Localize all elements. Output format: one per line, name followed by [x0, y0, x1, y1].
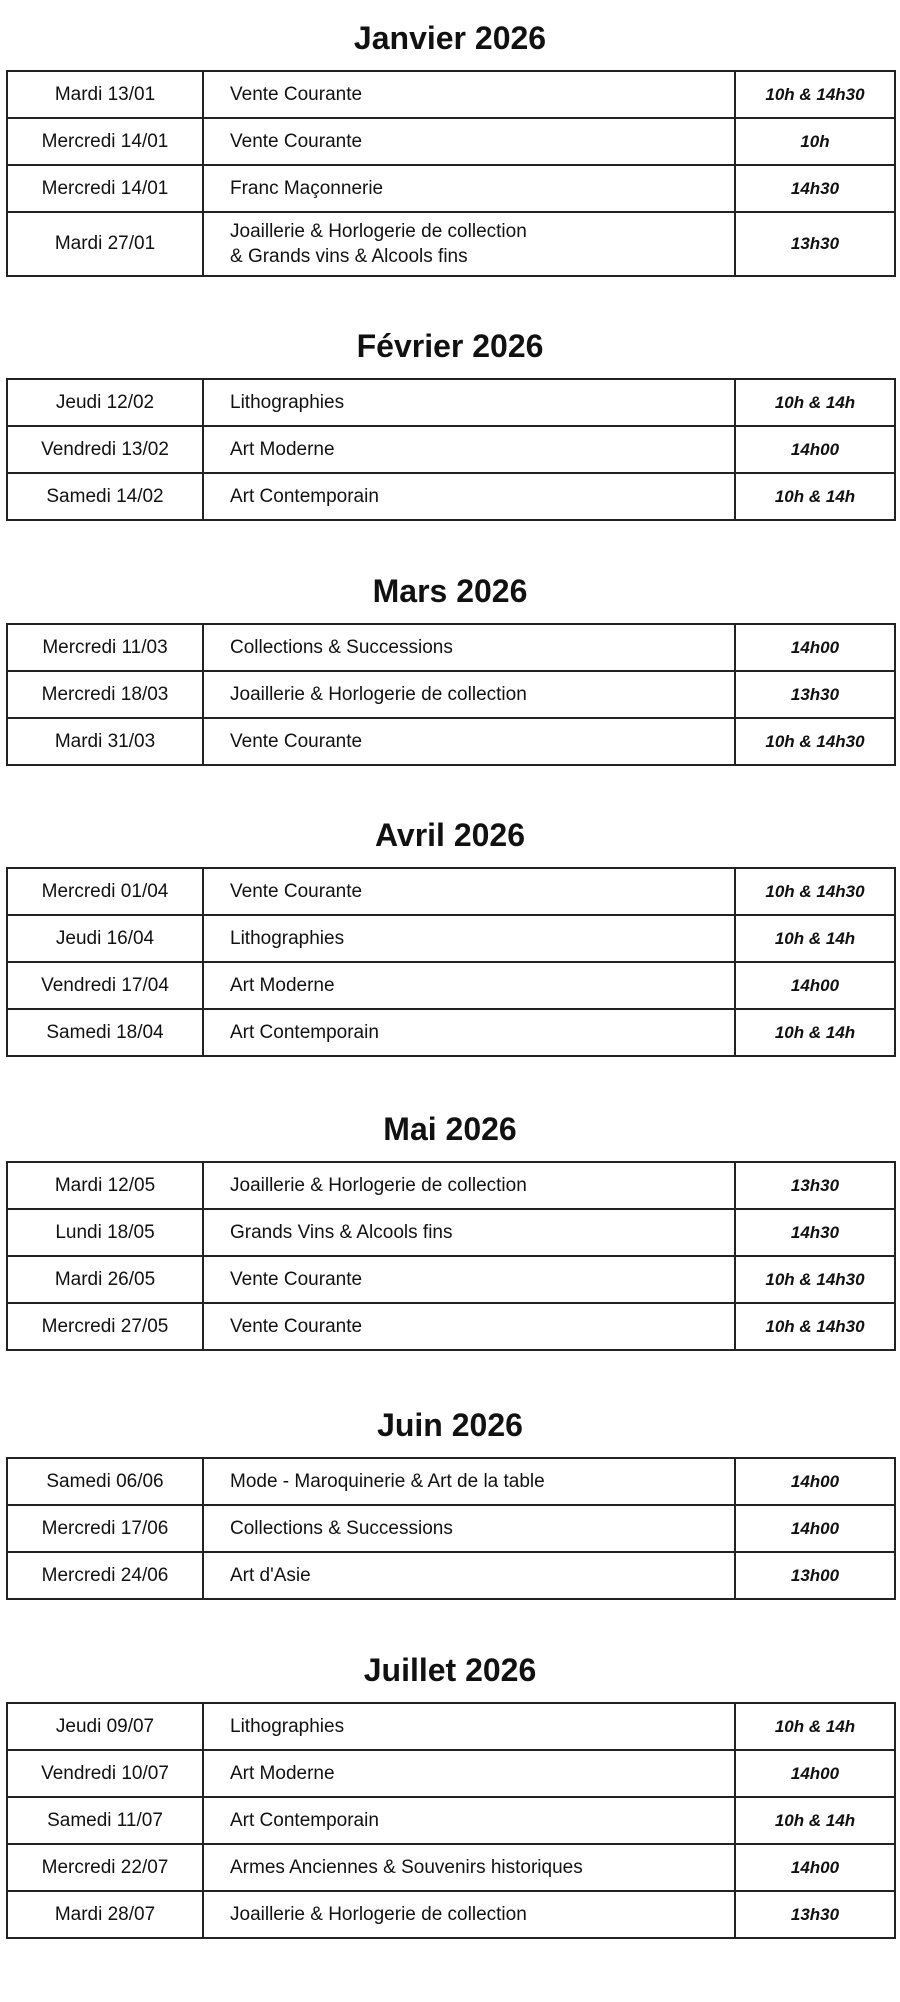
- sale-title: [203, 1505, 735, 1552]
- sale-title: [203, 1458, 735, 1505]
- table-row: [7, 1797, 895, 1844]
- schedule-table: [6, 70, 896, 277]
- month-section: [6, 1632, 894, 1939]
- table-row: [7, 1505, 895, 1552]
- sale-title-line: Joaillerie & Horlogerie de collection: [230, 1175, 527, 1196]
- sale-title: [203, 1209, 735, 1256]
- table-row: [7, 379, 895, 426]
- schedule-table: [6, 1161, 896, 1351]
- table-row: [7, 1891, 895, 1938]
- table-row: [7, 868, 895, 915]
- sale-title: [203, 1256, 735, 1303]
- month-section: [6, 553, 894, 766]
- sale-title: [203, 1891, 735, 1938]
- table-row: [7, 426, 895, 473]
- sale-date: Lundi 18/05: [7, 1209, 203, 1256]
- sale-title-line: Franc Maçonnerie: [230, 178, 384, 199]
- table-row: [7, 1703, 895, 1750]
- sale-title-line: Art Contemporain: [230, 486, 379, 507]
- sale-date: Jeudi 12/02: [7, 379, 203, 426]
- month-title: Mai 2026: [383, 1111, 517, 1147]
- sale-title: [203, 426, 735, 473]
- table-row: [7, 624, 895, 671]
- sale-title: [203, 1552, 735, 1599]
- table-row: [7, 1750, 895, 1797]
- sale-time: 10h & 14h: [735, 1797, 895, 1844]
- sale-title: [203, 1797, 735, 1844]
- schedule-table: [6, 1702, 896, 1939]
- schedule-table: [6, 1457, 896, 1600]
- table-row: [7, 1256, 895, 1303]
- table-row: [7, 212, 895, 276]
- sale-title-line: Vente Courante: [230, 731, 363, 752]
- sale-date: Vendredi 17/04: [7, 962, 203, 1009]
- month-title: Février 2026: [356, 328, 544, 364]
- sale-date: Jeudi 09/07: [7, 1703, 203, 1750]
- sale-title: [203, 915, 735, 962]
- sale-title-line: Mode - Maroquinerie & Art de la table: [230, 1471, 545, 1492]
- sale-time: 10h & 14h: [735, 1703, 895, 1750]
- sale-title: [203, 671, 735, 718]
- sale-time: 14h30: [735, 165, 895, 212]
- sale-title-line: Joaillerie & Horlogerie de collection: [230, 221, 527, 242]
- table-row: [7, 1209, 895, 1256]
- sale-title-line: Art Contemporain: [230, 1022, 379, 1043]
- sale-time: 10h & 14h30: [735, 718, 895, 765]
- sale-title-line: Art Moderne: [230, 975, 335, 996]
- sale-time: 14h00: [735, 1505, 895, 1552]
- table-row: [7, 165, 895, 212]
- month-title: Janvier 2026: [353, 20, 547, 56]
- table-row: [7, 1552, 895, 1599]
- sale-title: [203, 118, 735, 165]
- table-row: [7, 962, 895, 1009]
- sale-date: Mercredi 14/01: [7, 165, 203, 212]
- sale-time: 10h & 14h30: [735, 1303, 895, 1350]
- sale-title-line: Joaillerie & Horlogerie de collection: [230, 684, 527, 705]
- sale-time: 14h00: [735, 426, 895, 473]
- sale-date: Mardi 28/07: [7, 1891, 203, 1938]
- sale-title: [203, 1162, 735, 1209]
- sale-title-line: Lithographies: [230, 928, 345, 949]
- sale-title: [203, 1844, 735, 1891]
- sale-title: [203, 473, 735, 520]
- sale-date: Mardi 31/03: [7, 718, 203, 765]
- sale-title-line: Lithographies: [230, 1716, 345, 1737]
- table-row: [7, 1009, 895, 1056]
- sale-date: Mercredi 18/03: [7, 671, 203, 718]
- sale-title-line: Vente Courante: [230, 131, 363, 152]
- sale-title: [203, 718, 735, 765]
- sale-date: Samedi 14/02: [7, 473, 203, 520]
- sale-date: Samedi 11/07: [7, 1797, 203, 1844]
- sale-date: Vendredi 10/07: [7, 1750, 203, 1797]
- table-row: [7, 1162, 895, 1209]
- sale-date: Samedi 06/06: [7, 1458, 203, 1505]
- sale-date: Mercredi 22/07: [7, 1844, 203, 1891]
- month-section: [6, 0, 894, 277]
- sale-time: 13h30: [735, 212, 895, 276]
- table-row: [7, 915, 895, 962]
- sale-title: [203, 1303, 735, 1350]
- sale-time: 13h00: [735, 1552, 895, 1599]
- sale-time: 10h & 14h: [735, 473, 895, 520]
- sale-title-line: Grands Vins & Alcools fins: [230, 1222, 453, 1243]
- month-title: Mars 2026: [372, 573, 528, 609]
- sale-title: [203, 624, 735, 671]
- sale-title: [203, 962, 735, 1009]
- schedule-table: [6, 623, 896, 766]
- sale-time: 14h00: [735, 624, 895, 671]
- sale-date: Samedi 18/04: [7, 1009, 203, 1056]
- sale-time: 10h & 14h: [735, 915, 895, 962]
- sale-title: [203, 1009, 735, 1056]
- schedule-table: [6, 378, 896, 521]
- sale-time: 14h30: [735, 1209, 895, 1256]
- sale-title-line: Art Moderne: [230, 1763, 335, 1784]
- sale-time: 13h30: [735, 1162, 895, 1209]
- sale-time: 14h00: [735, 1458, 895, 1505]
- sale-time: 14h00: [735, 1844, 895, 1891]
- sale-title-line: Armes Anciennes & Souvenirs historiques: [230, 1857, 583, 1878]
- sale-time: 10h & 14h30: [735, 868, 895, 915]
- sale-time: 10h & 14h30: [735, 71, 895, 118]
- sale-date: Mardi 26/05: [7, 1256, 203, 1303]
- schedule-table: [6, 867, 896, 1057]
- sale-date: Mardi 27/01: [7, 212, 203, 276]
- sale-title-line: Joaillerie & Horlogerie de collection: [230, 1904, 527, 1925]
- sale-date: Mercredi 24/06: [7, 1552, 203, 1599]
- table-row: [7, 1844, 895, 1891]
- month-section: [6, 1387, 894, 1600]
- sale-title-line: Art Moderne: [230, 439, 335, 460]
- sale-title-line: Art Contemporain: [230, 1810, 379, 1831]
- month-title: Juin 2026: [377, 1407, 523, 1443]
- table-row: [7, 71, 895, 118]
- sale-title-line: Vente Courante: [230, 881, 363, 902]
- sale-date: Mercredi 11/03: [7, 624, 203, 671]
- sale-date: Mercredi 01/04: [7, 868, 203, 915]
- sale-title-line: Collections & Successions: [230, 637, 453, 658]
- table-row: [7, 671, 895, 718]
- month-section: [6, 308, 894, 521]
- sale-title: [203, 165, 735, 212]
- sale-date: Vendredi 13/02: [7, 426, 203, 473]
- sale-title: [203, 379, 735, 426]
- table-row: [7, 1303, 895, 1350]
- table-row: [7, 118, 895, 165]
- sale-date: Mercredi 27/05: [7, 1303, 203, 1350]
- sale-title-line: Lithographies: [230, 392, 345, 413]
- month-section: [6, 1091, 894, 1351]
- sale-title: [203, 868, 735, 915]
- sale-time: 10h: [735, 118, 895, 165]
- sale-title-line: Vente Courante: [230, 1316, 363, 1337]
- sale-time: 10h & 14h: [735, 379, 895, 426]
- sale-title-line: Vente Courante: [230, 84, 363, 105]
- table-row: [7, 473, 895, 520]
- sale-date: Mercredi 14/01: [7, 118, 203, 165]
- sale-title: [203, 1750, 735, 1797]
- sale-time: 14h00: [735, 962, 895, 1009]
- sale-title-line: & Grands vins & Alcools fins: [230, 246, 468, 267]
- sale-date: Jeudi 16/04: [7, 915, 203, 962]
- sale-time: 13h30: [735, 671, 895, 718]
- month-title: Avril 2026: [374, 817, 526, 853]
- sale-date: Mardi 13/01: [7, 71, 203, 118]
- sale-title-line: Vente Courante: [230, 1269, 363, 1290]
- sale-title: [203, 1703, 735, 1750]
- sale-title-line: Art d'Asie: [230, 1565, 311, 1586]
- sale-date: Mercredi 17/06: [7, 1505, 203, 1552]
- sale-time: 13h30: [735, 1891, 895, 1938]
- table-row: [7, 718, 895, 765]
- sale-date: Mardi 12/05: [7, 1162, 203, 1209]
- sale-title: [203, 212, 735, 276]
- month-title: Juillet 2026: [363, 1652, 537, 1688]
- sale-time: 10h & 14h: [735, 1009, 895, 1056]
- sale-time: 14h00: [735, 1750, 895, 1797]
- sale-time: 10h & 14h30: [735, 1256, 895, 1303]
- table-row: [7, 1458, 895, 1505]
- month-section: [6, 797, 894, 1057]
- sale-title-line: Collections & Successions: [230, 1518, 453, 1539]
- sale-title: [203, 71, 735, 118]
